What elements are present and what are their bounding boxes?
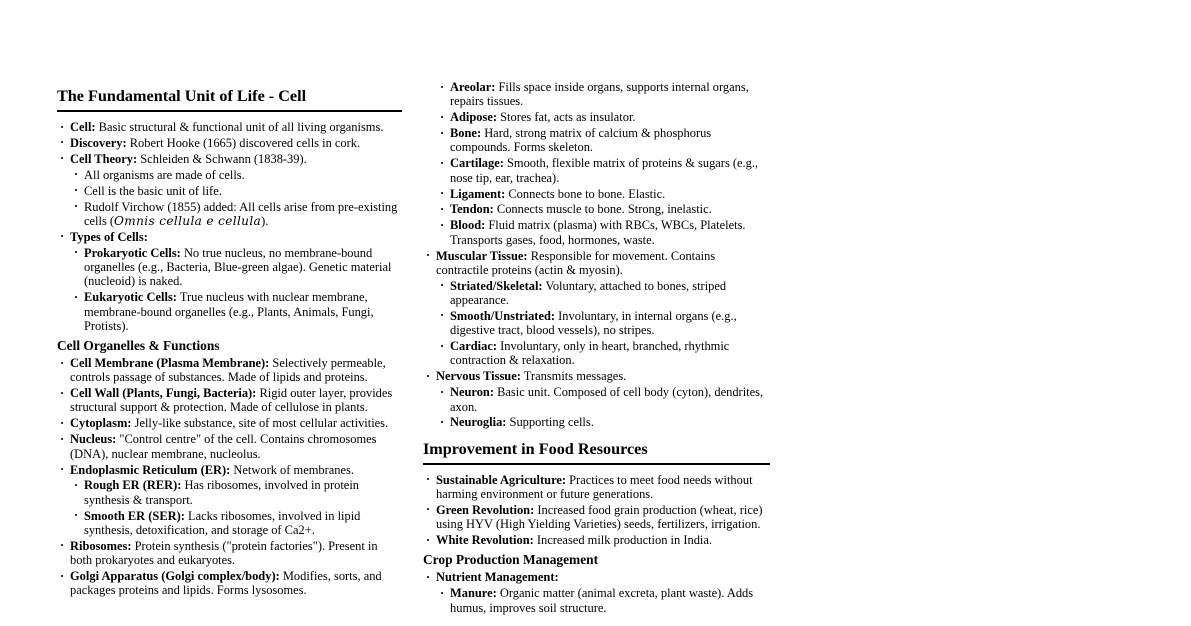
bullet-marker-icon: ·: [440, 79, 445, 94]
bullet-marker-icon: ·: [440, 414, 445, 429]
item-body-text: Connects bone to bone. Elastic.: [505, 186, 666, 201]
item-lead-text: Areolar:: [450, 80, 496, 94]
bullet-list: [423, 80, 770, 430]
item-body-text: Selectively permeable, controls passage of substances. Made of lipids and proteins.: [70, 356, 386, 385]
item-lead-text: Cardiac:: [450, 339, 497, 354]
item-body-text: Rudolf Virchow (1855) added: All cells arise from pre-existing cells (: [84, 199, 398, 228]
list-item: [423, 126, 770, 155]
item-lead-text: White Revolution:: [436, 533, 534, 548]
item-lead-text: Manure:: [450, 586, 497, 601]
item-text: [84, 478, 359, 506]
bullet-marker-icon: ·: [440, 155, 445, 170]
bullet-list: [423, 570, 770, 614]
bullet-marker-icon: ·: [440, 201, 445, 216]
item-text: [70, 432, 377, 460]
item-text: [450, 187, 665, 201]
bullet-marker-icon: ·: [74, 167, 79, 182]
list-item: [57, 569, 402, 598]
bullet-marker-icon: ·: [74, 183, 79, 198]
item-text: [450, 156, 758, 184]
bullet-marker-icon: ·: [440, 125, 445, 140]
item-lead-text: Ribosomes:: [70, 538, 132, 553]
item-lead-text: Nucleus:: [70, 432, 117, 447]
list-item: [57, 246, 402, 289]
item-body-text: Robert Hooke (1665) discovered cells in cork.: [126, 135, 361, 150]
item-lead-text: Cell Membrane (Plasma Membrane):: [70, 356, 270, 370]
bullet-marker-icon: ·: [60, 415, 65, 430]
item-body-text: Transmits messages.: [520, 369, 627, 384]
bullet-marker-icon: ·: [74, 289, 79, 304]
item-lead-text: Blood:: [450, 218, 486, 233]
item-text: [450, 126, 711, 154]
item-text: [450, 202, 712, 216]
bullet-marker-icon: ·: [60, 568, 65, 583]
list-item: [423, 80, 770, 109]
bullet-marker-icon: ·: [60, 355, 65, 370]
bullet-marker-icon: ·: [426, 569, 431, 584]
item-lead-text: Neuron:: [450, 385, 494, 400]
list-item: [423, 110, 770, 124]
bullet-marker-icon: ·: [60, 462, 65, 476]
item-body-text: No true nucleus, no membrane-bound organelles (e.g., Bacteria, Blue-green algae). Genetic material (nucleoid) is naked.: [84, 245, 392, 289]
item-lead-text: Discovery:: [70, 135, 127, 150]
bullet-marker-icon: ·: [426, 532, 431, 547]
list-item: [423, 503, 770, 532]
latin-phrase: Omnis cellula e cellula: [114, 213, 262, 228]
item-lead-text: Types of Cells:: [70, 229, 148, 244]
item-lead-text: Eukaryotic Cells:: [84, 290, 177, 305]
list-item: [423, 249, 770, 278]
bullet-marker-icon: ·: [440, 217, 445, 232]
item-body-text: Modifies, sorts, and packages proteins and lipids. Forms lysosomes.: [70, 569, 382, 598]
item-lead-text: Nervous Tissue:: [436, 369, 521, 384]
item-body-text: Smooth, flexible matrix of proteins & sugars (e.g., nose tip, ear, trachea).: [450, 156, 759, 185]
item-text: [436, 473, 753, 501]
item-body-text: Rigid outer layer, provides structural support & protection. Made of cellulose in plants.: [70, 386, 393, 415]
list-item: [423, 473, 770, 502]
list-item: [57, 432, 402, 461]
list-item: [57, 230, 402, 244]
bullet-marker-icon: ·: [60, 431, 65, 446]
list-item: [423, 187, 770, 201]
item-body-text: Jelly-like substance, site of most cellular activities.: [131, 416, 389, 431]
item-body-text: Network of membranes.: [230, 462, 354, 477]
bullet-marker-icon: ·: [60, 135, 65, 150]
item-body-text: Voluntary, attached to bones, striped appearance.: [450, 278, 727, 307]
list-item: [57, 416, 402, 430]
subsection-heading: Crop Production Management: [423, 552, 599, 568]
item-lead-text: Cartilage:: [450, 156, 504, 171]
item-text: [70, 386, 392, 414]
item-body-text: Practices to meet food needs without harming environment or future generations.: [436, 472, 753, 501]
item-body-text: "Control centre" of the cell. Contains chromosomes (DNA), nuclear membrane, nucleolus.: [70, 432, 377, 461]
bullet-marker-icon: ·: [74, 477, 79, 492]
item-lead-text: Adipose:: [450, 110, 497, 125]
item-lead-text: Striated/Skeletal:: [450, 278, 543, 293]
item-body-text: Increased milk production in India.: [533, 533, 712, 548]
item-lead-text: Rough ER (RER):: [84, 478, 182, 493]
item-body-text: Cell is the basic unit of life.: [84, 183, 222, 198]
item-body-text: Lacks ribosomes, involved in lipid synthesis, detoxification, and storage of Ca2+.: [84, 508, 361, 537]
item-lead-text: Tendon:: [450, 202, 494, 217]
item-body-text: Protein synthesis ("protein factories"). Present in both prokaryotes and eukaryotes.: [70, 538, 378, 568]
item-text: [70, 416, 388, 430]
item-text: [84, 200, 397, 228]
list-item: [57, 168, 402, 182]
item-text: [450, 309, 737, 337]
item-body-text: Fluid matrix (plasma) with RBCs, WBCs, Platelets. Transports gases, food, hormones, waste.: [450, 218, 746, 247]
item-lead-text: Green Revolution:: [436, 502, 535, 517]
bullet-marker-icon: ·: [60, 151, 65, 166]
bullet-marker-icon: ·: [426, 472, 431, 487]
item-lead-text: Cytoplasm:: [70, 416, 132, 431]
bullet-marker-icon: ·: [60, 538, 65, 553]
item-text: [70, 539, 378, 567]
item-body-text: Stores fat, acts as insulator.: [497, 110, 636, 125]
item-text: [70, 463, 354, 477]
list-item: [423, 156, 770, 185]
item-body-text: Basic structural & functional unit of all living organisms.: [95, 120, 384, 134]
list-item: [423, 309, 770, 338]
item-text: [70, 120, 383, 134]
item-lead-text: Cell:: [70, 120, 96, 134]
bullet-marker-icon: ·: [426, 248, 431, 263]
item-lead-text: Neuroglia:: [450, 415, 507, 430]
item-lead-text: Smooth ER (SER):: [84, 508, 185, 523]
section-title: Improvement in Food Resources: [423, 440, 770, 465]
item-text: [450, 279, 726, 307]
bullet-marker-icon: ·: [74, 245, 79, 260]
bullet-marker-icon: ·: [60, 385, 65, 400]
item-lead-text: Golgi Apparatus (Golgi complex/body):: [70, 569, 280, 583]
list-item: [423, 415, 770, 429]
item-body-text: All organisms are made of cells.: [84, 167, 245, 182]
item-text: [70, 230, 148, 244]
item-body-text: Involuntary, in internal organs (e.g., digestive tract, blood vessels), no stripes.: [450, 308, 737, 338]
list-item: [57, 136, 402, 150]
item-body-text: Involuntary, only in heart, branched, rhythmic contraction & relaxation.: [450, 339, 730, 368]
list-item: [57, 152, 402, 166]
list-item: [423, 586, 770, 615]
item-text: [450, 80, 749, 108]
list-item: [57, 386, 402, 415]
item-body-text: Responsible for movement. Contains contractile proteins (actin & myosin).: [436, 248, 716, 277]
item-text: [70, 136, 360, 150]
item-text: [84, 246, 391, 289]
bullet-marker-icon: ·: [440, 384, 445, 399]
item-text: [84, 290, 374, 333]
list-item: [57, 200, 402, 229]
item-body-text: Organic matter (animal excreta, plant waste). Adds humus, improves soil structure.: [450, 586, 754, 615]
item-body-text: Fills space inside organs, supports internal organs, repairs tissues.: [450, 80, 749, 109]
item-text: [436, 249, 715, 277]
bullet-marker-icon: ·: [60, 229, 65, 244]
bullet-list: [423, 473, 770, 548]
item-body-text: Schleiden & Schwann (1838-39).: [137, 151, 307, 166]
list-item: [57, 463, 402, 477]
item-text: [84, 184, 222, 198]
bullet-marker-icon: ·: [440, 278, 445, 293]
bullet-marker-icon: ·: [74, 508, 79, 523]
item-text: [450, 339, 729, 367]
item-lead-text: Nutrient Management:: [436, 570, 559, 585]
right-column: [423, 80, 770, 616]
item-lead-text: Cell Wall (Plants, Fungi, Bacteria):: [70, 386, 257, 401]
bullet-marker-icon: ·: [60, 119, 65, 134]
list-item: [57, 120, 402, 134]
list-item: [57, 184, 402, 198]
bullet-marker-icon: ·: [440, 308, 445, 323]
item-body-text: Increased food grain production (wheat, rice) using HYV (High Yielding Varieties) seeds, fertilizers, irrigation.: [436, 502, 763, 532]
section-title: The Fundamental Unit of Life - Cell: [57, 87, 402, 112]
subsection-heading: Cell Organelles & Functions: [57, 338, 220, 353]
item-text: [450, 385, 763, 413]
bullet-marker-icon: ·: [440, 109, 445, 124]
item-text: [436, 533, 712, 547]
list-item: [57, 509, 402, 538]
item-lead-text: Cell Theory:: [70, 151, 138, 166]
bullet-marker-icon: ·: [440, 338, 445, 353]
bullet-marker-icon: ·: [426, 502, 431, 517]
item-text: [70, 356, 386, 384]
item-text: [450, 415, 594, 429]
item-lead-text: Ligament:: [450, 186, 506, 201]
item-text: [84, 509, 360, 537]
item-text: [436, 503, 763, 531]
list-item: [57, 539, 402, 568]
list-item: [423, 369, 770, 383]
bullet-marker-icon: ·: [440, 186, 445, 200]
bullet-marker-icon: ·: [426, 368, 431, 383]
item-lead-text: Endoplasmic Reticulum (ER):: [70, 462, 231, 477]
item-text: [450, 110, 636, 124]
item-body-text: Has ribosomes, involved in protein synthesis & transport.: [84, 478, 359, 507]
bullet-marker-icon: ·: [74, 199, 79, 214]
item-lead-text: Prokaryotic Cells:: [84, 245, 181, 260]
item-body-text: ).: [261, 213, 269, 228]
list-item: [423, 339, 770, 368]
list-item: [57, 478, 402, 507]
item-lead-text: Muscular Tissue:: [436, 248, 528, 263]
left-column: [57, 87, 402, 599]
item-lead-text: Sustainable Agriculture:: [436, 472, 567, 487]
bullet-marker-icon: ·: [440, 585, 445, 600]
item-text: [450, 218, 746, 246]
item-lead-text: Bone:: [450, 126, 482, 141]
item-text: [436, 369, 626, 383]
list-item: [57, 290, 402, 333]
item-text: [450, 586, 753, 614]
list-item: [423, 218, 770, 247]
item-text: [84, 168, 245, 182]
item-body-text: True nucleus with nuclear membrane, membrane-bound organelles (e.g., Plants, Animals, Fungi, Protists).: [84, 290, 374, 333]
item-text: [70, 569, 382, 597]
item-text: [436, 570, 559, 584]
item-text: [70, 152, 307, 166]
list-item: [57, 356, 402, 385]
list-item: [423, 202, 770, 216]
item-body-text: Connects muscle to bone. Strong, inelastic.: [493, 202, 712, 217]
bullet-list: [57, 356, 402, 598]
item-body-text: Basic unit. Composed of cell body (cyton), dendrites, axon.: [450, 385, 764, 414]
list-item: [423, 570, 770, 584]
item-body-text: Supporting cells.: [506, 415, 594, 430]
bullet-list: [57, 120, 402, 333]
item-lead-text: Smooth/Unstriated:: [450, 308, 556, 323]
list-item: [423, 385, 770, 414]
item-body-text: Hard, strong matrix of calcium & phosphorus compounds. Forms skeleton.: [450, 126, 712, 155]
list-item: [423, 533, 770, 547]
list-item: [423, 279, 770, 308]
